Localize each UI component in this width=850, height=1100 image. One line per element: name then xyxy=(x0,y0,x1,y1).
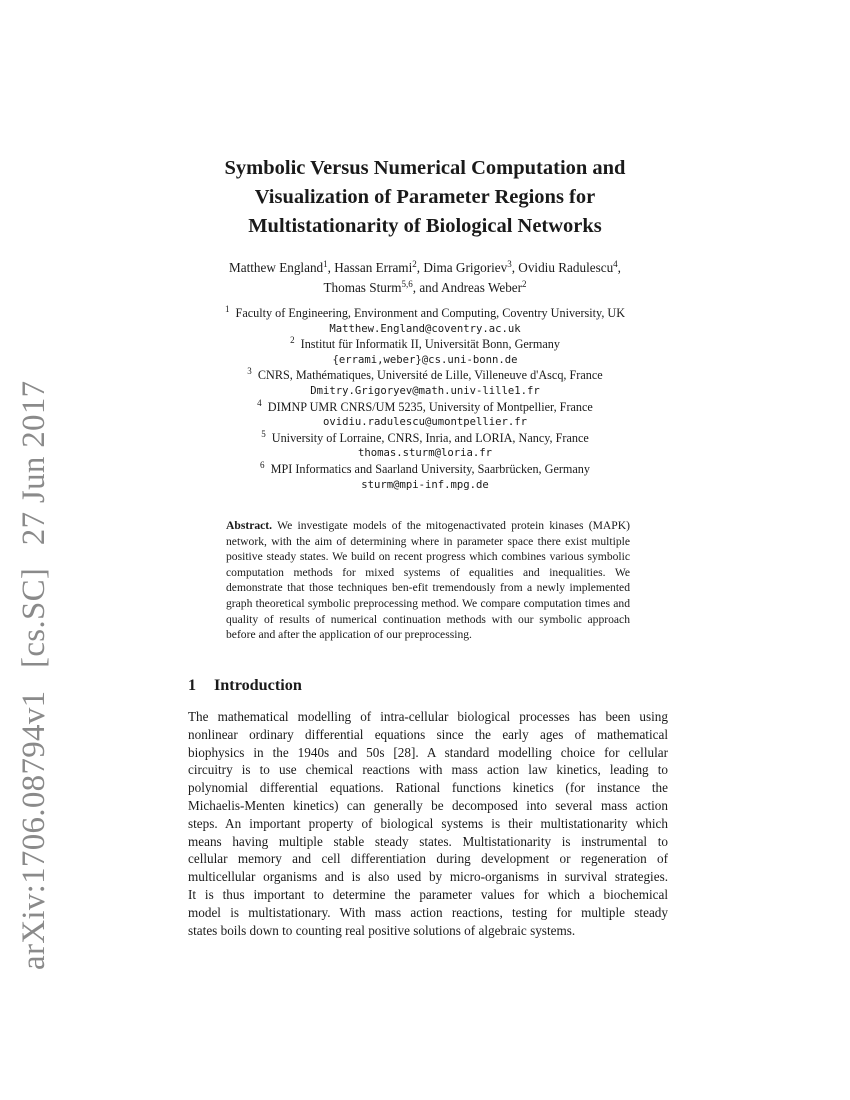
affiliation-number: 2 xyxy=(290,335,295,346)
affiliation-list xyxy=(150,306,700,493)
section-number: 1 xyxy=(188,676,197,694)
paragraph-line: The mathematical modelling of intra-cellular biological processes has been using xyxy=(188,709,668,724)
author-affiliation-mark: 3 xyxy=(507,259,512,269)
affiliation-email: Dmitry.Grigoryev@math.univ-lille1.fr xyxy=(310,384,540,397)
affiliation-number: 1 xyxy=(224,304,230,314)
affiliation-email: sturm@mpi-inf.mpg.de xyxy=(361,478,489,491)
paragraph-line: biophysics in the 1940s and 50s [28]. A standard modelling choice for cellular xyxy=(188,744,668,760)
affiliation-text: Faculty of Engineering, Environment and Computing, Coventry University, UK xyxy=(235,306,626,320)
title-line-3: Multistationarity of Biological Networks xyxy=(248,215,602,237)
affiliation-text: CNRS, Mathématiques, Université de Lille, Villeneuve d'Ascq, France xyxy=(257,368,603,383)
affiliation xyxy=(150,459,700,478)
author-conjunction: and xyxy=(419,280,439,295)
arxiv-category: [cs.SC] xyxy=(16,567,52,668)
affiliation-email: Matthew.England@coventry.ac.uk xyxy=(329,322,521,335)
paragraph-line: circuitry is to use chemical reactions with mass action law kinetics, leading to xyxy=(188,762,668,778)
title-line-2: Visualization of Parameter Regions for xyxy=(254,186,596,208)
section-title: Introduction xyxy=(214,676,302,694)
abstract-label: Abstract. xyxy=(226,519,273,532)
section-heading xyxy=(188,676,302,695)
affiliation xyxy=(150,428,700,447)
paragraph-line: polynomial differential equations. Rational functions kinetics (for instance the xyxy=(188,780,668,796)
author-line-2: Thomas Sturm$^{5,6}$, and Andreas Weber$^2$ xyxy=(323,279,527,295)
introduction-paragraph xyxy=(188,708,668,939)
affiliation-text: Institut für Informatik II, Universität Bonn, Germany xyxy=(300,337,560,352)
title-line-1: Symbolic Versus Numerical Computation and xyxy=(224,157,626,179)
arxiv-identifier-stamp xyxy=(16,367,53,970)
paper-title xyxy=(150,154,700,241)
paragraph-line: nonlinear ordinary differential equations since the early ages of mathematical xyxy=(188,726,668,742)
author-list xyxy=(150,258,700,298)
paragraph-line: multicellular organisms and is also used by micro-organisms in survival strategies. xyxy=(188,869,668,885)
affiliation-number: 3 xyxy=(247,366,252,377)
author-line-1: Matthew England$^1$, Hassan Errami$^2$, Dima Grigoriev$^3$, Ovidiu Radulescu$^4$, xyxy=(229,259,621,275)
affiliation-number: 4 xyxy=(257,397,262,408)
paragraph-line: Michaelis-Menten kinetics) can generally be decomposed into several mass action xyxy=(188,797,668,813)
author-name: Ovidiu Radulescu xyxy=(518,260,614,275)
affiliation-number: 5 xyxy=(261,428,266,439)
affiliation-email: thomas.sturm@loria.fr xyxy=(358,447,492,460)
author-name: Dima Grigoriev xyxy=(423,260,508,275)
affiliation xyxy=(150,368,700,384)
affiliation-text: University of Lorraine, CNRS, Inria, and LORIA, Nancy, France xyxy=(271,430,589,445)
author-affiliation-mark: 5,6 xyxy=(401,279,413,289)
affiliation-text: MPI Informatics and Saarland University, Saarbrücken, Germany xyxy=(270,461,590,476)
author-name: Hassan Errami xyxy=(334,260,413,275)
affiliation xyxy=(150,306,700,322)
author-name: Andreas Weber xyxy=(440,280,523,295)
paragraph-line: It is thus important to determine the parameter values for which a biochemical xyxy=(188,886,668,902)
affiliation-number: 6 xyxy=(260,459,265,470)
author-affiliation-mark: 4 xyxy=(613,259,618,269)
arxiv-id: arXiv:1706.08794v1 xyxy=(16,690,52,970)
paragraph-line: model is multistationary. With mass action reactions, testing for multiple steady xyxy=(188,904,668,920)
paragraph-line: states boils down to counting real positive solutions of algebraic systems. xyxy=(188,922,576,938)
affiliation-email: ovidiu.radulescu@umontpellier.fr xyxy=(322,416,528,429)
author-name: Thomas Sturm xyxy=(323,280,402,295)
author-affiliation-mark: 2 xyxy=(522,279,527,289)
affiliation xyxy=(150,337,700,353)
arxiv-date: 27 Jun 2017 xyxy=(16,380,52,546)
abstract-text: We investigate models of the mitogenactivated protein kinases (MAPK) network, with the aim of determining where in parameter space there exist multiple positive steady states. We build on recent progress which combines various symbolic computation methods for mixed systems of equalities and inequalities. We demonstrate that those techniques ben-efit tremendously from a newly implemented graph theoretical symbolic preprocessing method. We compare computation times and quality of results of numerical continuation methods with our symbolic approach before and after the application of our preprocessing. xyxy=(226,519,630,642)
affiliation-email: {errami,weber}@cs.uni-bonn.de xyxy=(332,353,518,366)
affiliation xyxy=(150,397,700,416)
author-name: Matthew England xyxy=(229,260,324,275)
affiliation-text: DIMNP UMR CNRS/UM 5235, University of Montpellier, France xyxy=(267,399,593,414)
author-affiliation-mark: 1 xyxy=(323,259,328,269)
paragraph-line: means having multiple stable steady states. Multistationarity is instrumental to xyxy=(188,833,668,849)
author-affiliation-mark: 2 xyxy=(412,259,417,269)
abstract xyxy=(226,518,630,643)
paragraph-line: steps. An important property of biological systems is their multistationarity which xyxy=(188,815,668,831)
paragraph-line: cellular memory and cell differentiation during development or regeneration of xyxy=(188,851,668,867)
